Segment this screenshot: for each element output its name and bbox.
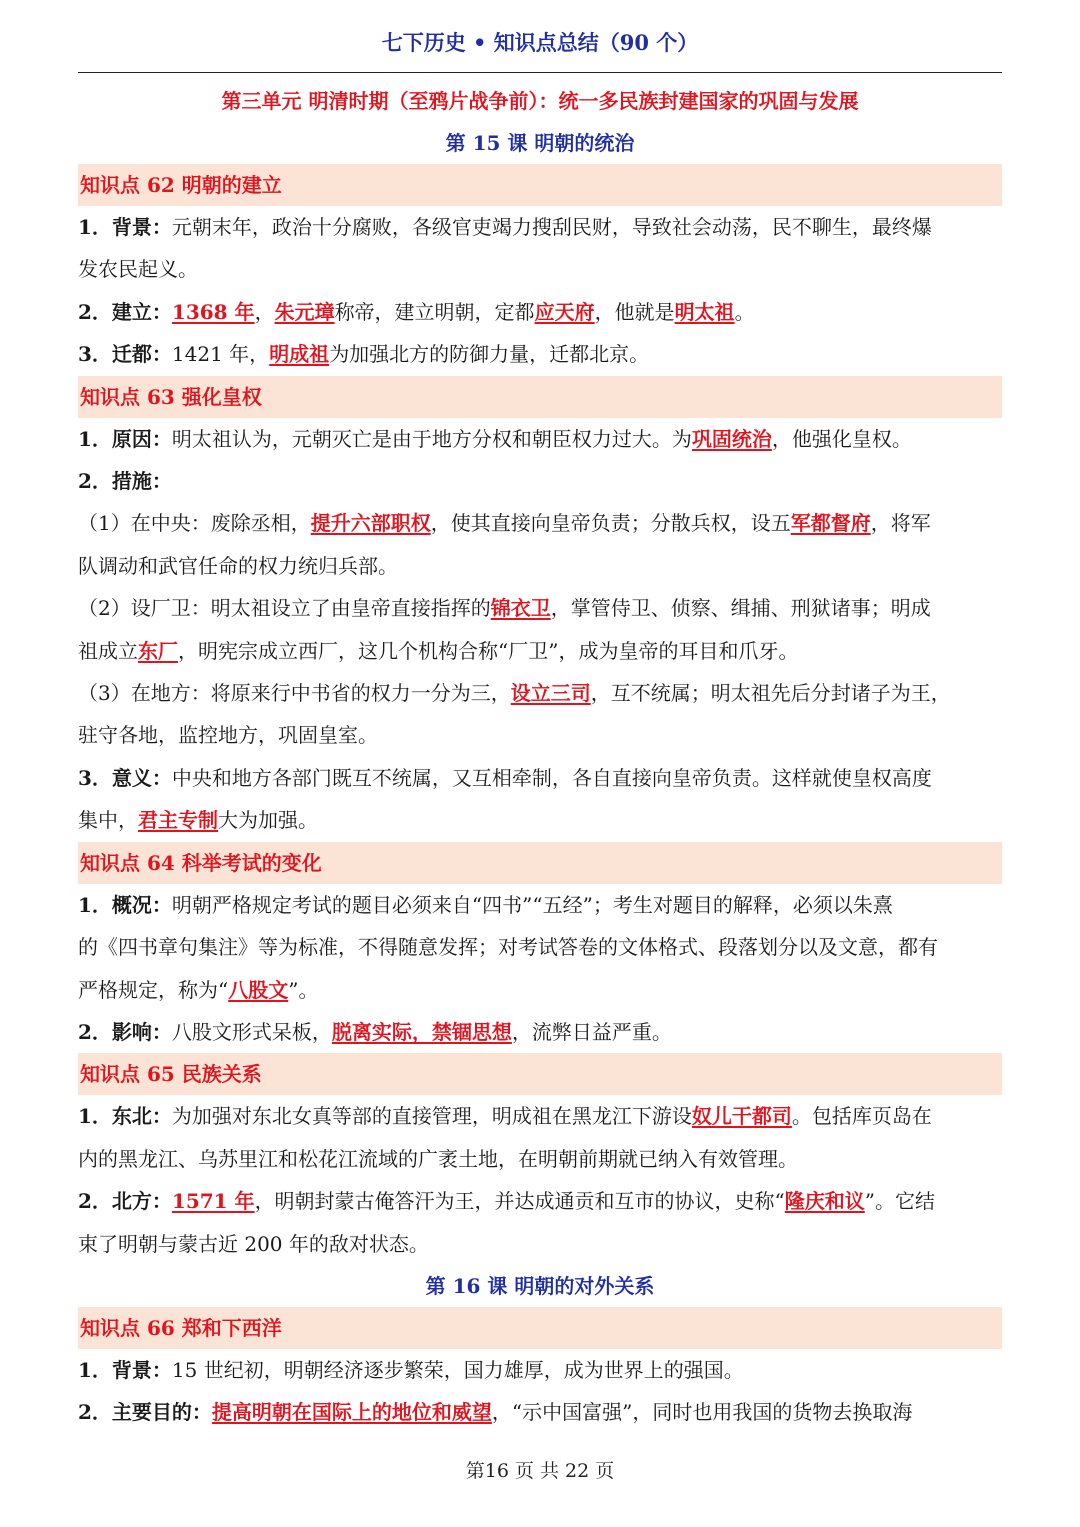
kp64-impact-label: 2．影响：	[78, 1019, 172, 1044]
text: ”。它结	[864, 1189, 936, 1214]
kp66-background	[78, 1349, 1002, 1391]
text: 的《四书章句集注》等为标准，不得随意发挥；对考试答卷的文体格式、段落划分以及文意，都有	[78, 935, 938, 960]
text: 大为加强。	[218, 808, 318, 833]
key-term-raise-prestige: 提高明朝在国际上的地位和威望	[211, 1400, 492, 1425]
text: ”。	[288, 977, 319, 1002]
text: ，他就是	[594, 299, 675, 324]
key-term-ming-taizu: 明太祖	[674, 299, 735, 324]
text: ，互不统属；明太祖先后分封诸子为王，	[590, 681, 951, 706]
key-term-zhu-yuanzhang: 朱元璋	[274, 299, 335, 324]
key-term-autocracy: 君主专制	[138, 808, 218, 833]
page-content	[78, 80, 1002, 1434]
kp63-measure-local	[78, 672, 1002, 757]
text: ，将军	[870, 511, 931, 536]
text: 严格规定，称为“	[78, 977, 229, 1002]
key-term-jinyiwei: 锦衣卫	[490, 596, 551, 621]
kp64-overview-label: 1．概况：	[78, 892, 172, 917]
kp62-background	[78, 206, 1002, 291]
kp63-measure-central	[78, 502, 1002, 587]
unit-title: 第三单元 明清时期（至鸦片战争前）：统一多民族封建国家的巩固与发展	[221, 89, 859, 113]
kp62-founding	[78, 291, 1002, 333]
key-term-nurgan: 奴儿干都司	[691, 1104, 792, 1129]
kp64-impact	[78, 1011, 1002, 1053]
key-term-1571: 1571 年	[171, 1189, 255, 1214]
text: ，使其直接向皇帝负责；分散兵权，设五	[430, 511, 791, 536]
kp62-background-label: 1．背景：	[78, 215, 172, 239]
text: ，他强化皇权。	[771, 426, 912, 451]
text: 祖成立	[78, 638, 138, 663]
key-term-dongchang: 东厂	[138, 638, 178, 663]
key-term-longqing-peace: 隆庆和议	[784, 1189, 865, 1214]
text: 。	[734, 299, 755, 324]
text: ，流弊日益严重。	[511, 1019, 672, 1044]
text: （3）在地方：将原来行中书省的权力一分为三，	[78, 681, 511, 706]
kp63-reason	[78, 418, 1002, 460]
text: 为加强对东北女真等部的直接管理，明成祖在黑龙江下游设	[171, 1104, 692, 1129]
key-term-military-commission: 军都督府	[790, 511, 871, 536]
knowledge-point-62-title: 知识点 62 明朝的建立	[78, 164, 1002, 206]
kp62-capital-move-label: 3．迁都：	[78, 342, 172, 367]
kp62-capital-move	[78, 333, 1002, 375]
key-term-ming-chengzu: 明成祖	[269, 342, 330, 367]
text: 队调动和武官任命的权力统归兵部。	[78, 553, 398, 578]
text: 中央和地方各部门既互不统属，又互相牵制，各自直接向皇帝负责。这样就使皇权高度	[171, 765, 932, 790]
text: 内的黑龙江、乌苏里江和松花江流域的广袤土地，在明朝前期就已纳入有效管理。	[78, 1146, 798, 1171]
text: 1421 年，	[171, 342, 270, 367]
kp63-reason-label: 1．原因：	[78, 426, 172, 451]
kp63-measures	[78, 460, 1002, 502]
text: 驻守各地，监控地方，巩固皇室。	[78, 723, 378, 748]
text: 束了明朝与蒙古近 200 年的敌对状态。	[78, 1231, 429, 1256]
text: 集中，	[78, 808, 138, 833]
key-term-six-ministries: 提升六部职权	[310, 511, 431, 536]
knowledge-point-65-title: 知识点 65 民族关系	[78, 1053, 1002, 1095]
kp63-significance-label: 3．意义：	[78, 765, 172, 790]
kp65-northeast	[78, 1095, 1002, 1180]
kp62-founding-label: 2．建立：	[78, 299, 172, 324]
text: 明朝严格规定考试的题目必须来自“四书”“五经”；考生对题目的解释，必须以朱熹	[171, 892, 893, 917]
text: 为加强北方的防御力量，迁都北京。	[329, 342, 650, 367]
kp62-background-line1: 元朝末年，政治十分腐败，各级官吏竭力搜刮民财，导致社会动荡，民不聊生，最终爆	[171, 215, 932, 239]
kp64-overview	[78, 884, 1002, 1011]
lesson-15-title: 第 15 课 明朝的统治	[445, 131, 635, 155]
text: （2）设厂卫：明太祖设立了由皇帝直接指挥的	[78, 596, 491, 621]
key-term-eight-legged-essay: 八股文	[228, 977, 289, 1002]
text: 15 世纪初，明朝经济逐步繁荣，国力雄厚，成为世界上的强国。	[171, 1357, 744, 1382]
kp66-purpose	[78, 1391, 1002, 1433]
page-header-title: 七下历史 • 知识点总结（90 个）	[381, 30, 699, 55]
knowledge-point-66-title: 知识点 66 郑和下西洋	[78, 1307, 1002, 1349]
knowledge-point-64-title: 知识点 64 科举考试的变化	[78, 842, 1002, 884]
knowledge-point-63-title: 知识点 63 强化皇权	[78, 376, 1002, 418]
text: 明太祖认为，元朝灭亡是由于地方分权和朝臣权力过大。为	[171, 426, 692, 451]
text: （1）在中央：废除丞相，	[78, 511, 311, 536]
text: ，明朝封蒙古俺答汗为王，并达成通贡和互市的协议，史称“	[254, 1189, 785, 1214]
key-term-confine-thought: 脱离实际，禁锢思想	[331, 1019, 512, 1044]
kp65-northeast-label: 1．东北：	[78, 1104, 172, 1129]
text: 称帝，建立明朝，定都	[334, 299, 535, 324]
page-footer: 第16 页 共 22 页	[465, 1460, 615, 1482]
key-term-consolidate-rule: 巩固统治	[691, 426, 772, 451]
text: ，	[254, 299, 275, 324]
kp63-measures-label: 2．措施：	[78, 469, 172, 494]
key-term-yingtianfu: 应天府	[534, 299, 595, 324]
text: 八股文形式呆板，	[171, 1019, 332, 1044]
key-term-1368: 1368 年	[171, 299, 255, 324]
kp63-significance	[78, 757, 1002, 842]
kp66-purpose-label: 2．主要目的：	[78, 1400, 212, 1425]
kp63-measure-changwei	[78, 587, 1002, 672]
kp66-background-label: 1．背景：	[78, 1357, 172, 1382]
header-divider	[78, 72, 1002, 73]
text: ，“示中国富强”，同时也用我国的货物去换取海	[491, 1400, 913, 1425]
key-term-three-offices: 设立三司	[510, 681, 591, 706]
kp65-north-label: 2．北方：	[78, 1189, 172, 1214]
text: ，明宪宗成立西厂，这几个机构合称“厂卫”，成为皇帝的耳目和爪牙。	[178, 638, 799, 663]
kp65-north	[78, 1180, 1002, 1265]
kp62-background-line2: 发农民起义。	[78, 257, 198, 282]
text: ，掌管侍卫、侦察、缉捕、刑狱诸事；明成	[550, 596, 931, 621]
text: 。包括库页岛在	[791, 1104, 932, 1129]
lesson-16-title: 第 16 课 明朝的对外关系	[425, 1273, 655, 1298]
